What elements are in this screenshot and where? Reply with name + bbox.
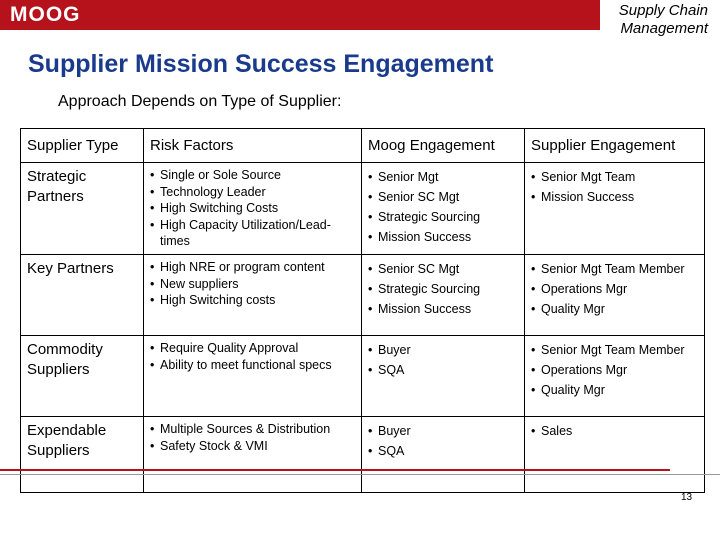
bullet-item: • Senior Mgt Team Member: [531, 340, 698, 360]
bullet-item: • Sales: [531, 421, 698, 441]
table-header-row: [21, 129, 705, 163]
bullet-item: • Senior Mgt Team Member: [531, 259, 698, 279]
bullet-list: [150, 167, 355, 250]
moog-logo: MOOG: [10, 3, 81, 26]
bullet-item: • Safety Stock & VMI: [150, 438, 355, 455]
supplier-engagement-cell: [525, 255, 705, 336]
bullet-item: • Require Quality Approval: [150, 340, 355, 357]
bullet-list: [368, 421, 518, 461]
bullet-list: [150, 259, 355, 309]
supplier-table: [20, 128, 705, 493]
bullet-list: [531, 340, 698, 400]
bullet-list: [368, 259, 518, 319]
bullet-list: [368, 340, 518, 380]
bullet-item: • Senior SC Mgt: [368, 187, 518, 207]
risk-factors-cell: [144, 163, 362, 255]
bullet-item: • Senior SC Mgt: [368, 259, 518, 279]
bullet-item: • Buyer: [368, 421, 518, 441]
header-bar: [0, 0, 600, 30]
risk-factors-cell: [144, 417, 362, 493]
supplier-engagement-cell: [525, 336, 705, 417]
header-moog-engagement: Moog Engagement: [362, 129, 525, 163]
bullet-item: • High Capacity Utilization/Lead-times: [150, 217, 355, 250]
header-supplier-engagement: Supplier Engagement: [525, 129, 705, 163]
bullet-list: [150, 340, 355, 373]
risk-factors-cell: [144, 255, 362, 336]
table-row: [21, 417, 705, 493]
supplier-engagement-cell: [525, 417, 705, 493]
section-label: Supply Chain Management: [618, 2, 708, 37]
bullet-item: • Technology Leader: [150, 184, 355, 201]
bullet-item: • High Switching costs: [150, 292, 355, 309]
bullet-item: • Mission Success: [368, 227, 518, 247]
bullet-item: • Quality Mgr: [531, 299, 698, 319]
bullet-item: • Single or Sole Source: [150, 167, 355, 184]
bullet-item: • High Switching Costs: [150, 200, 355, 217]
table-row: [21, 336, 705, 417]
supplier-type-cell: Key Partners: [21, 255, 144, 336]
bullet-item: • Operations Mgr: [531, 279, 698, 299]
bullet-list: [531, 421, 698, 441]
moog-engagement-cell: [362, 255, 525, 336]
bullet-item: • Strategic Sourcing: [368, 279, 518, 299]
supplier-type-cell: Commodity Suppliers: [21, 336, 144, 417]
bullet-item: • Mission Success: [368, 299, 518, 319]
page-number: 13: [681, 492, 693, 503]
bullet-item: • Buyer: [368, 340, 518, 360]
bullet-item: • Senior Mgt Team: [531, 167, 698, 187]
moog-engagement-cell: [362, 163, 525, 255]
table-row: [21, 255, 705, 336]
slide-subtitle: Approach Depends on Type of Supplier:: [58, 93, 342, 110]
header-supplier-type: Supplier Type: [21, 129, 144, 163]
moog-engagement-cell: [362, 417, 525, 493]
footer-rule-thin: [0, 474, 720, 475]
bullet-list: [368, 167, 518, 247]
header-risk-factors: Risk Factors: [144, 129, 362, 163]
supplier-type-cell: Strategic Partners: [21, 163, 144, 255]
bullet-list: [531, 167, 698, 207]
bullet-item: • Strategic Sourcing: [368, 207, 518, 227]
bullet-item: • New suppliers: [150, 276, 355, 293]
supplier-type-cell: Expendable Suppliers: [21, 417, 144, 493]
bullet-item: • High NRE or program content: [150, 259, 355, 276]
bullet-item: • SQA: [368, 360, 518, 380]
bullet-item: • Operations Mgr: [531, 360, 698, 380]
risk-factors-cell: [144, 336, 362, 417]
bullet-item: • Quality Mgr: [531, 380, 698, 400]
bullet-item: • Ability to meet functional specs: [150, 357, 355, 374]
supplier-engagement-cell: [525, 163, 705, 255]
slide-title: Supplier Mission Success Engagement: [28, 50, 494, 78]
footer-rule: [0, 469, 670, 471]
bullet-list: [150, 421, 355, 454]
bullet-item: • Senior Mgt: [368, 167, 518, 187]
bullet-item: • SQA: [368, 441, 518, 461]
bullet-item: • Mission Success: [531, 187, 698, 207]
bullet-item: • Multiple Sources & Distribution: [150, 421, 355, 438]
table-row: [21, 163, 705, 255]
bullet-list: [531, 259, 698, 319]
moog-engagement-cell: [362, 336, 525, 417]
